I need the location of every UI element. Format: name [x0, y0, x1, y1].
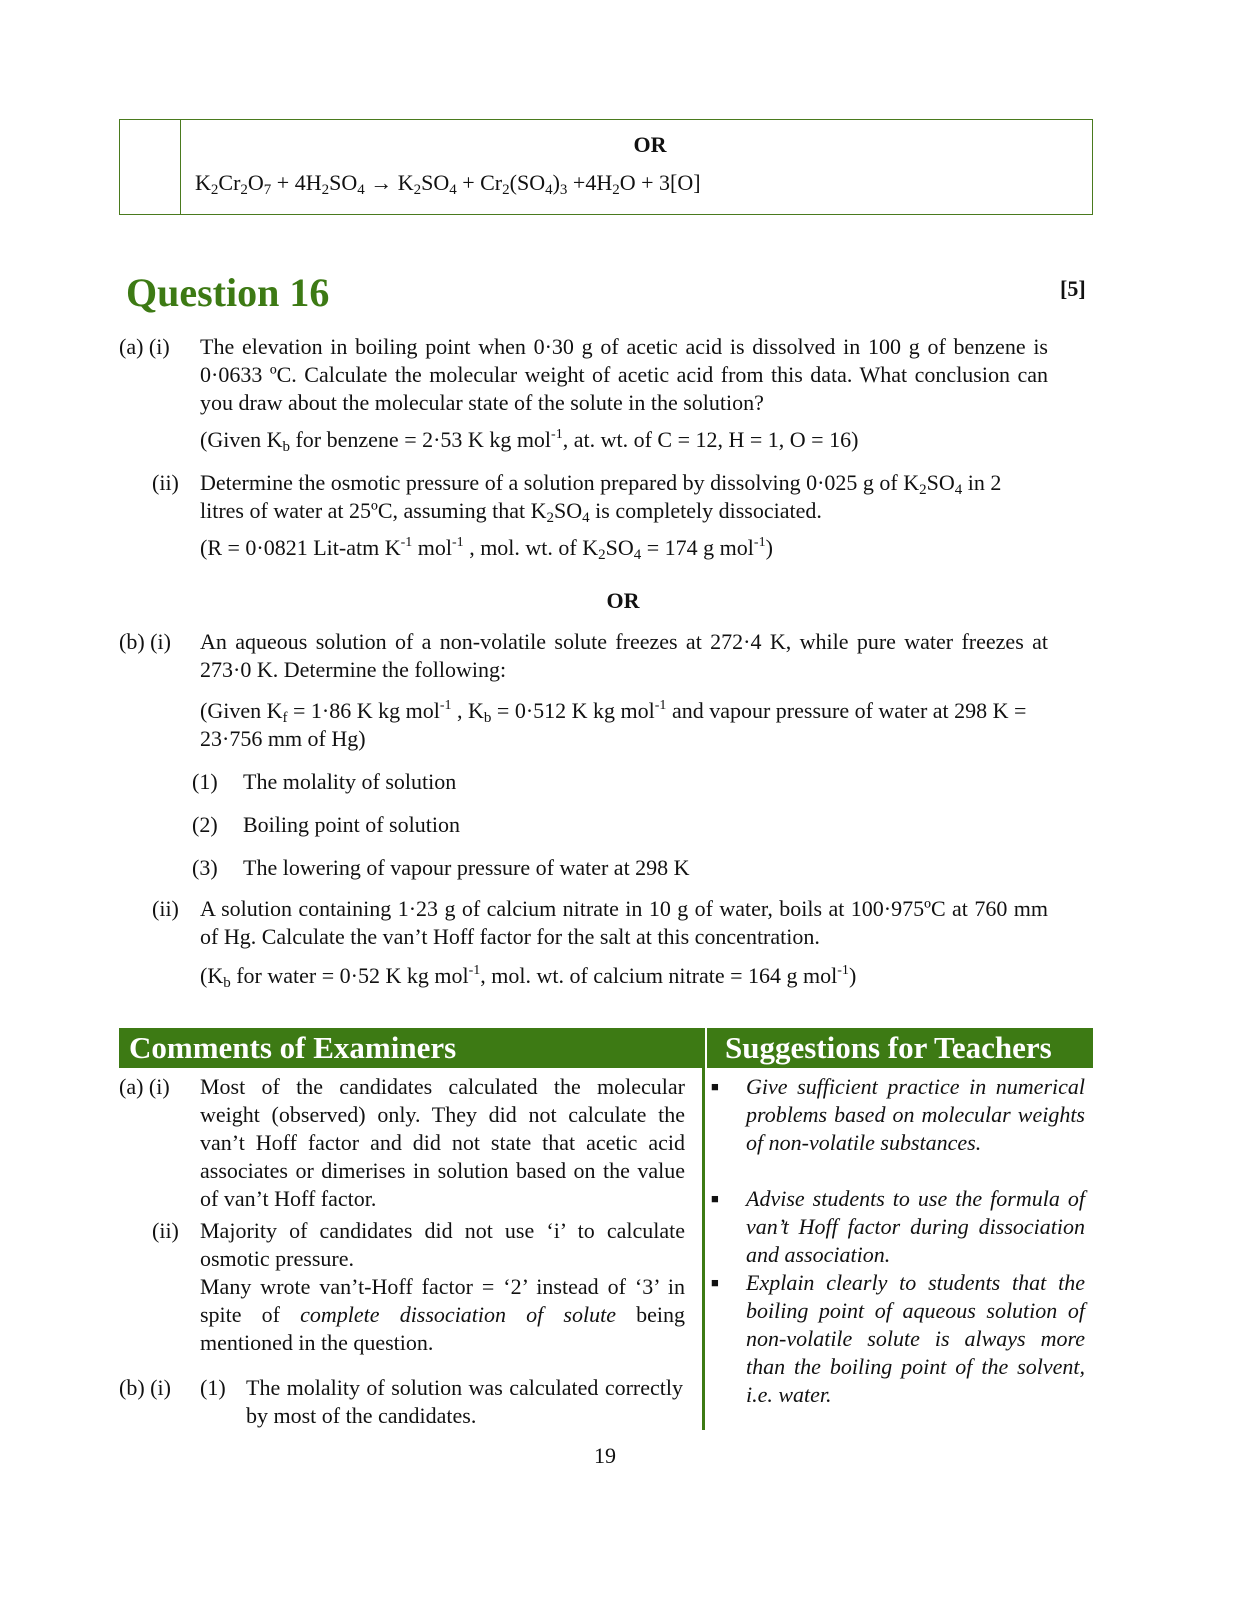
part-a-ii-given: (R = 0·0821 Lit-atm $K^{-1}$ mol$^{-1}$ , mol. wt. of $K_2SO_4 = 174$ g mol$^{-1}$) — [200, 535, 773, 563]
page-number: 19 — [594, 1443, 616, 1468]
suggestions-header: Suggestions for Teachers — [707, 1028, 1093, 1068]
comment-b-i-text: The molality of solution was calculated correctly by most of the candidates. — [246, 1375, 683, 1428]
suggestion-item: Give sufficient practice in numerical problems based on molecular weights of non-volatile substances. — [746, 1074, 1085, 1155]
question-marks: [5] — [1060, 276, 1086, 301]
part-a-ii-text: Determine the osmotic pressure of a solution prepared by dissolving 0·025 g of $K_2SO_4$ in 2 litres of water at 25ºC, assuming that $K_2SO_4$ is completely dissociated. — [200, 470, 1002, 526]
chemical-equation: $K_2Cr_2O_7 + 4H_2SO_4 \to K_2SO_4 + Cr_2(SO_4)_3 +4H_2O + 3[O]$ — [195, 170, 701, 198]
part-a-i-label: (a) (i) — [119, 334, 170, 359]
comment-a-i-label: (a) (i) — [119, 1074, 170, 1099]
part-b-i-label: (b) (i) — [119, 629, 171, 654]
answer-or-label: OR — [633, 132, 667, 157]
comment-b-i-number: (1) — [200, 1375, 226, 1400]
comments-header: Comments of Examiners — [119, 1028, 703, 1068]
suggestion-item: Advise students to use the formula of van’t Hoff factor during dissociation and association. — [746, 1186, 1085, 1267]
subitem-number: (1) — [192, 769, 218, 794]
subitem-number: (2) — [192, 812, 218, 837]
question-title: Question 16 — [126, 270, 330, 315]
part-b-ii-given: ($K_b$ for water = 0·52 K kg mol$^{-1}$, mol. wt. of calcium nitrate = 164 g mol$^{-1}$) — [200, 963, 857, 991]
square-bullet-icon: ■ — [711, 1079, 719, 1094]
comment-a-ii-text-2: Many wrote van’t-Hoff factor = ‘2’ instead of ‘3’ in spite of complete dissociation of solute being mentioned in the question. — [200, 1274, 685, 1355]
comment-a-ii-label: (ii) — [152, 1218, 179, 1243]
subitem-number: (3) — [192, 855, 218, 880]
part-b-i-given: (Given $K_f = 1\cdot 86$ K kg mol$^{-1}$ , $K_b = 0\cdot 512$ K kg mol$^{-1}$ and vapour pressure of water at 298 K = 23·756 mm of Hg) — [200, 698, 1027, 751]
answer-box-divider — [180, 120, 181, 214]
comment-b-i-label: (b) (i) — [119, 1375, 171, 1400]
part-b-i-text: An aqueous solution of a non-volatile solute freezes at 272·4 K, while pure water freezes at 273·0 K. Determine the following: — [200, 629, 1048, 682]
square-bullet-icon: ■ — [711, 1191, 719, 1206]
subitem-text: The lowering of vapour pressure of water at 298 K — [243, 855, 690, 880]
comment-a-i-text: Most of the candidates calculated the molecular weight (observed) only. They did not calculate the van’t Hoff factor and did not state that acetic acid associates or dimerises in solution based on the value of van’t Hoff factor. — [200, 1074, 685, 1211]
part-a-i-given: (Given $K_b$ for benzene = 2·53 K kg mol$^{-1}$, at. wt. of C = 12, H = 1, O = 16) — [200, 427, 859, 455]
subitem-text: The molality of solution — [243, 769, 457, 794]
part-a-ii-label: (ii) — [152, 470, 179, 495]
suggestion-item: Explain clearly to students that the boiling point of aqueous solution of non-volatile solute is always more than the boiling point of the solvent, i.e. water. — [746, 1270, 1085, 1407]
part-b-ii-label: (ii) — [152, 896, 179, 921]
subitem-text: Boiling point of solution — [243, 812, 460, 837]
or-label: OR — [606, 588, 640, 613]
square-bullet-icon: ■ — [711, 1275, 719, 1290]
column-divider — [702, 1028, 705, 1430]
part-a-i-text: The elevation in boiling point when 0·30 g of acetic acid is dissolved in 100 g of benzene is 0·0633 ºC. Calculate the molecular weight of acetic acid from this data. What conclusion can you draw about the molecular state of the solute in the solution? — [200, 334, 1048, 415]
comment-a-ii-text-1: Majority of candidates did not use ‘i’ to calculate osmotic pressure. — [200, 1218, 685, 1271]
part-b-ii-text: A solution containing 1·23 g of calcium nitrate in 10 g of water, boils at 100·975ºC at 760 mm of Hg. Calculate the van’t Hoff factor for the salt at this concentration. — [200, 896, 1048, 949]
